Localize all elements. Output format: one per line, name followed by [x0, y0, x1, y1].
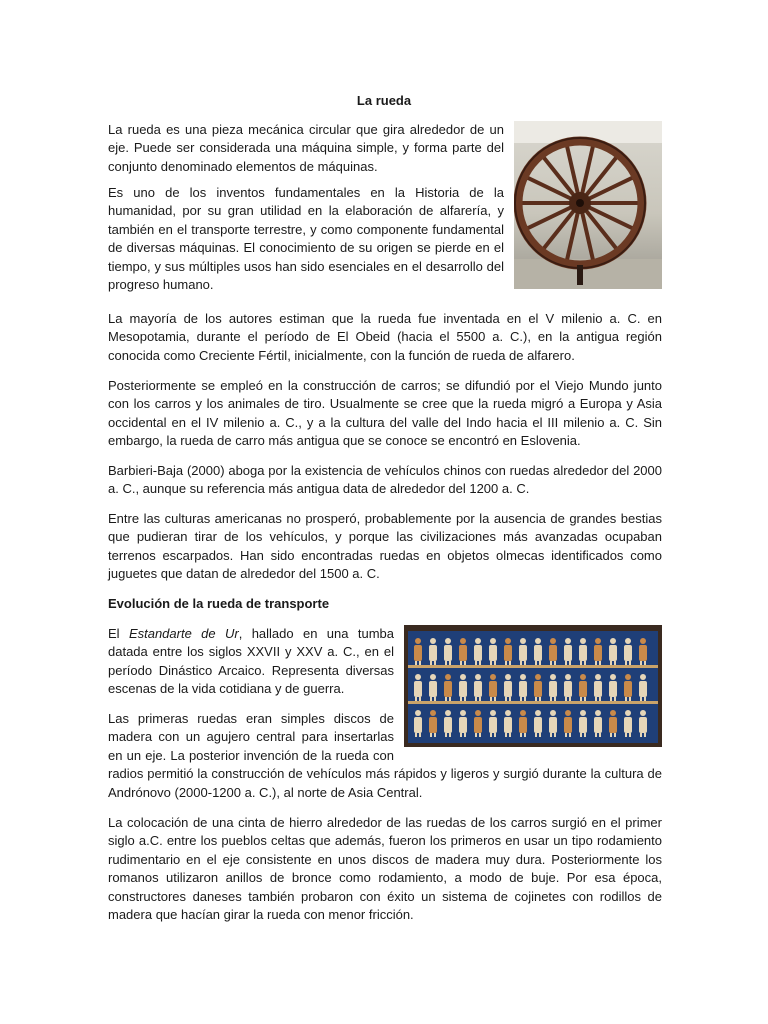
paragraph-7-text: Las primeras ruedas eran simples discos de madera con un agujero central para insertarlas en un eje. La posterior invención de la rueda con radios permitió la construcción de vehículos más rápidos y ligeros y surgió durante la cultura de Andrónovo (2000-1200 a. C.), al norte de Asia Central.	[108, 711, 662, 800]
ur-suffix: , hallado en una tumba datada entre los siglos XXVII y XXV a. C., en el período Dinástico Arcaico. Representa diversas escenas de la vida cotidiana y de guerra.	[108, 626, 394, 697]
paragraph-7	[108, 710, 662, 802]
paragraph-8: La colocación de una cinta de hierro alrededor de las ruedas de los carros surgió en el primer siglo a.C. entre los pueblos celtas que además, fueron los primeros en usar un tipo rodamiento rudimentario en el eje consistente en unos discos de madera muy dura. Posteriormente los romanos utilizaron anillos de bronce como rodamiento, a modo de buje. Por esa época, constructores daneses también probaron con éxito un sistema de cojinetes con rodillos de madera que hacían girar la rueda con menor fricción.	[108, 815, 662, 923]
paragraph-4: Posteriormente se empleó en la construcción de carros; se difundió por el Viejo Mundo junto con los carros y los animales de tiro. Usualmente se cree que la rueda migró a Europa y Asia occidental en el IV milenio a. C., y a la cultura del valle del Indo hacia el III milenio a. C. Sin embargo, la rueda de carro más antigua que se conoce se encontró en Eslovenia.	[108, 378, 662, 449]
section-heading: Evolución de la rueda de transporte	[108, 596, 330, 611]
ur-emphasis: Estandarte de Ur	[128, 626, 239, 641]
ur-prefix: El	[108, 626, 129, 641]
paragraph-1: La rueda es una pieza mecánica circular que gira alrededor de un eje. Puede ser considerada una máquina simple, y forma parte del conjunto denominado elementos de máquinas.	[108, 122, 504, 174]
document-title: La rueda	[356, 93, 412, 108]
paragraph-ur	[108, 625, 394, 699]
paragraph-2: Es uno de los inventos fundamentales en la Historia de la humanidad, por su gran utilidad en la elaboración de alfarería, y también en el transporte terrestre, y como componente fundamental de diversas máquinas. El conocimiento de su origen se pierde en el tiempo, y sus múltiples usos han sido esenciales en el desarrollo del progreso humano.	[108, 185, 504, 293]
paragraph-5: Barbieri-Baja (2000) aboga por la existencia de vehículos chinos con ruedas alrededor del 2000 a. C., aunque su referencia más antigua data de alrededor del 1200 a. C.	[108, 463, 662, 497]
paragraph-3: La mayoría de los autores estiman que la rueda fue inventada en el V milenio a. C. en Mesopotamia, durante el período de El Obeid (hacia el 5500 a. C.), en la antigua región conocida como Creciente Fértil, inicialmente, con la función de rueda de alfarero.	[108, 311, 662, 363]
paragraph-6: Entre las culturas americanas no prosperó, probablemente por la ausencia de grandes bestias que pudieran tirar de los vehículos, y porque las civilizaciones más avanzadas ocupaban terrenos escarpados. Han sido encontradas ruedas en objetos olmecas identificados como juguetes que datan de alrededor del 1500 a. C.	[108, 511, 662, 582]
wooden-wheel-photo	[514, 121, 662, 289]
